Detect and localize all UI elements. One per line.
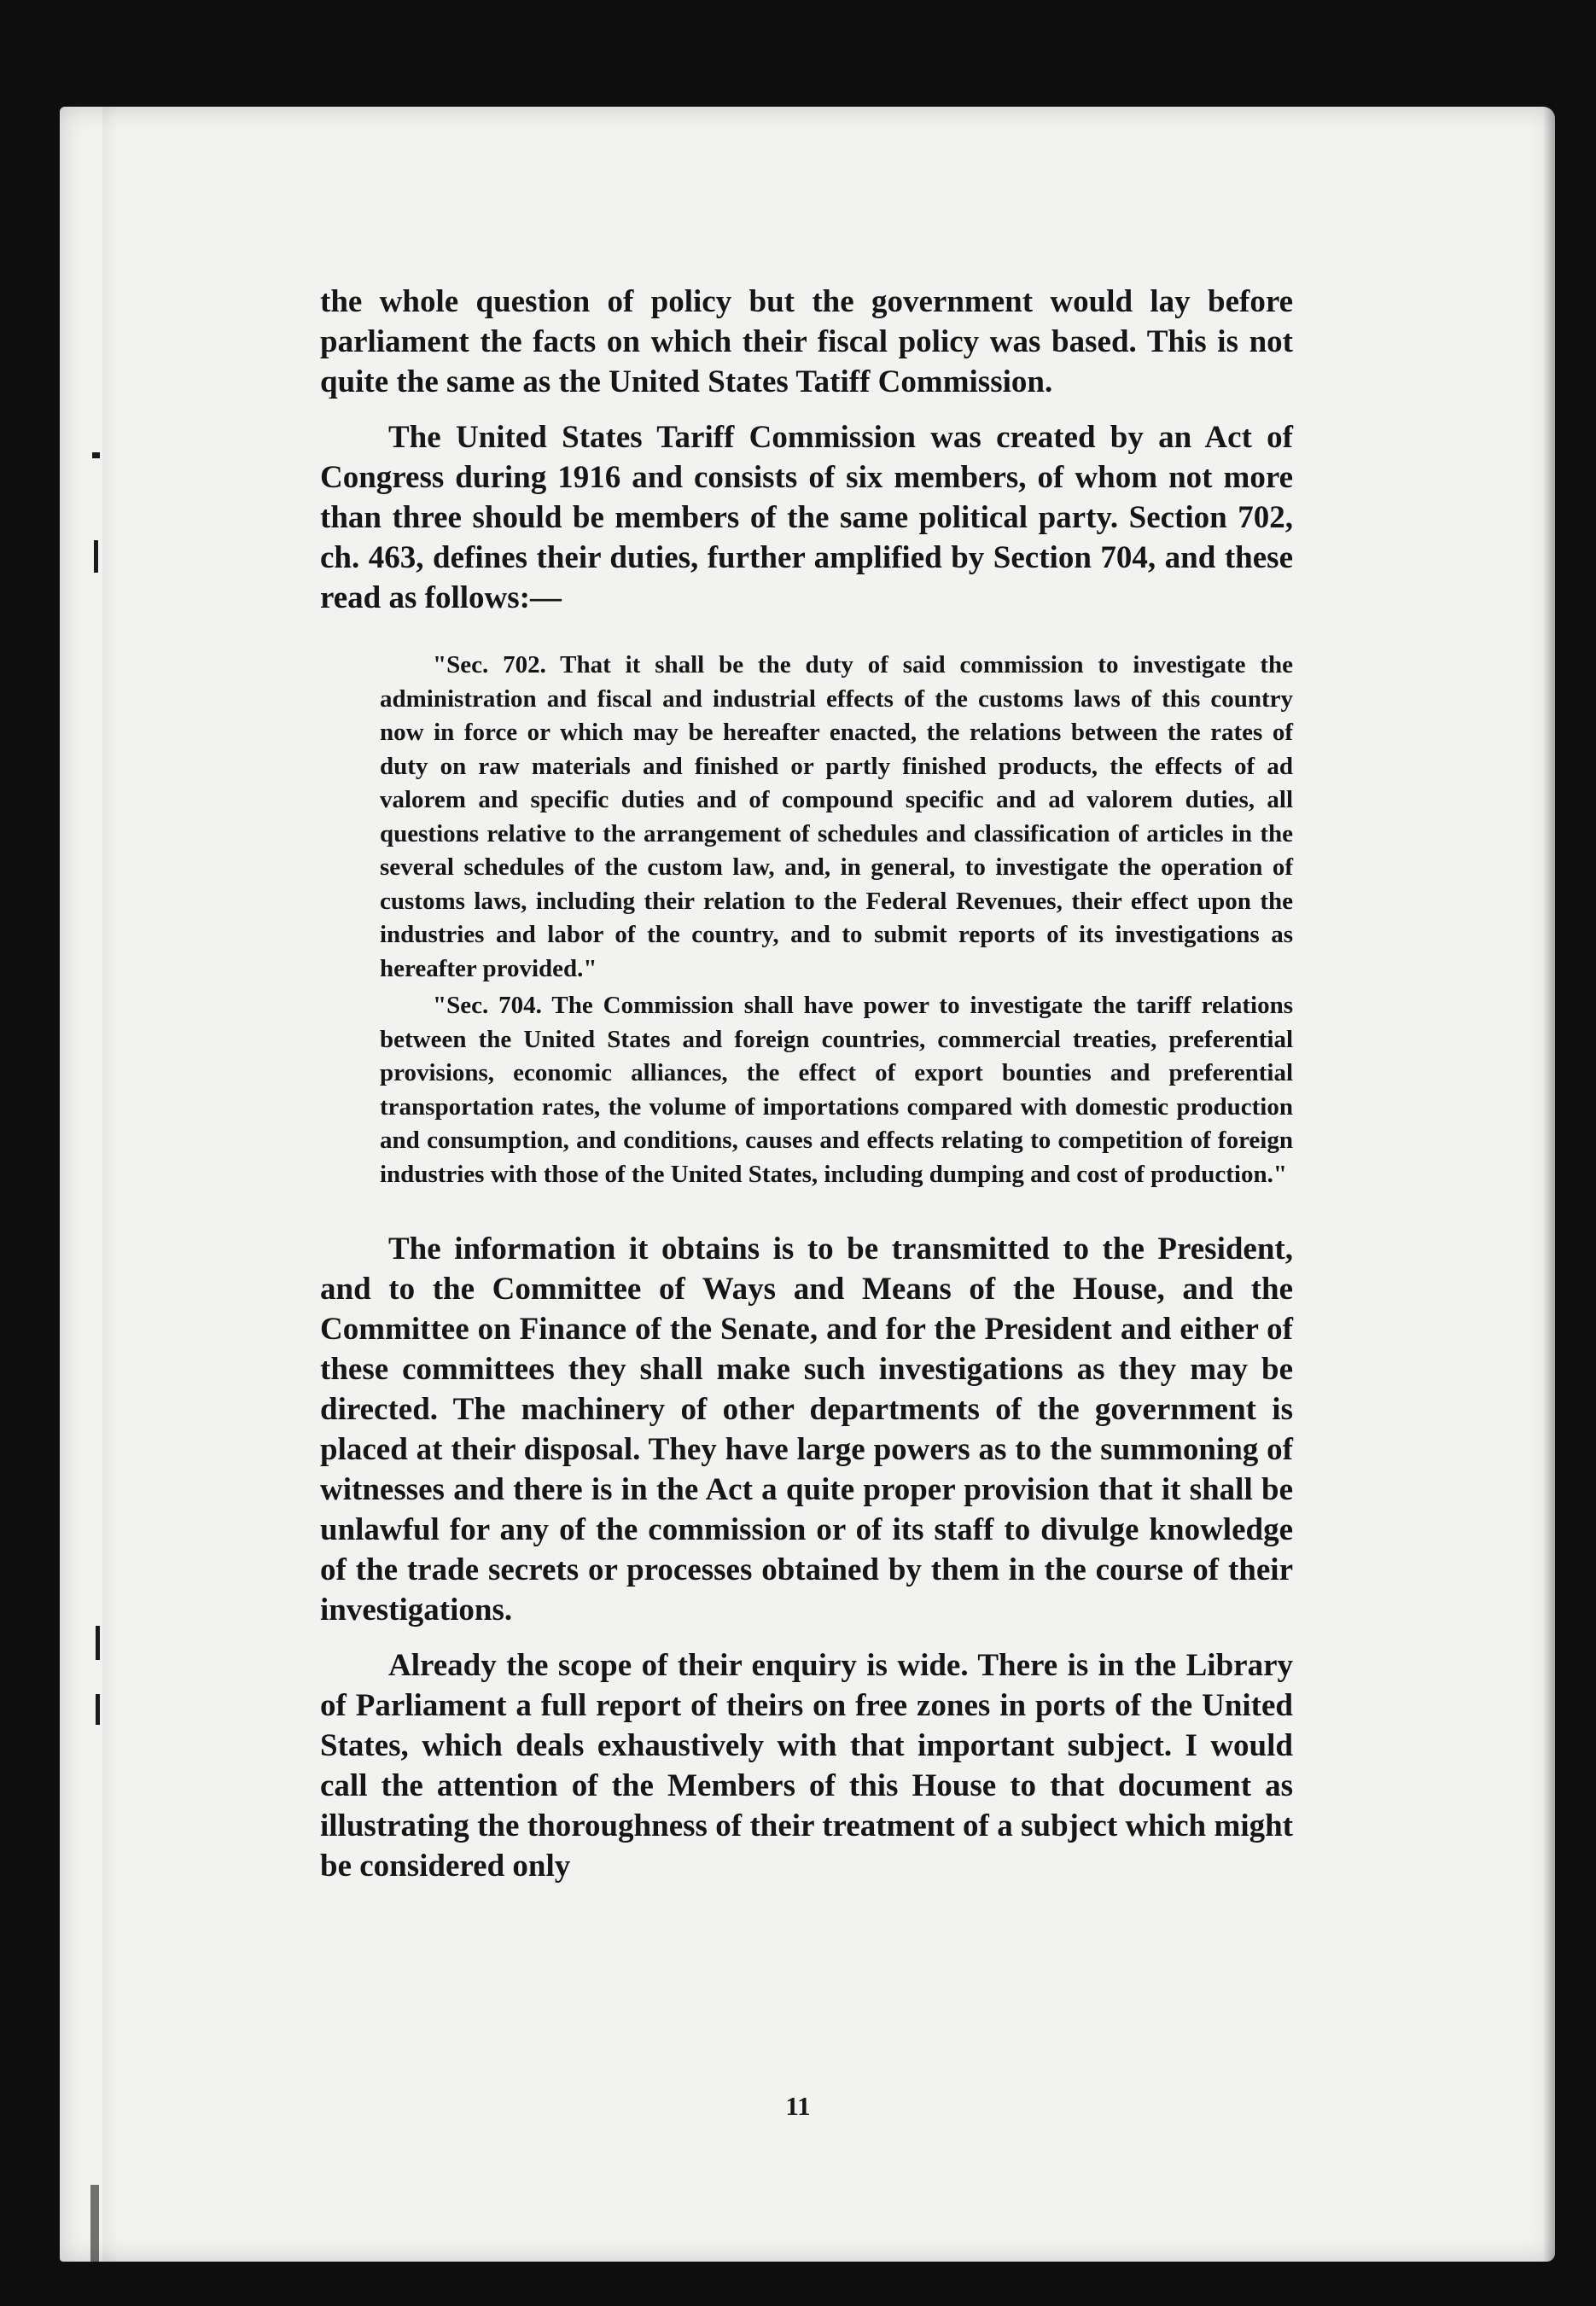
page-body: [320, 282, 1293, 1886]
margin-speck: [90, 2185, 99, 2262]
body-paragraph: Already the scope of their enquiry is wide. There is in the Library of Parliament a full report of theirs on free zones in ports of the United States, which deals exhaustively with that important subject. I would call the attention of the Members of this House to that document as illustrating the thoroughness of their treatment of a subject which might be considered only: [320, 1648, 1293, 1884]
margin-speck: [96, 1694, 100, 1725]
margin-speck: [92, 452, 100, 458]
margin-speck: [94, 540, 98, 573]
body-paragraph: The information it obtains is to be transmitted to the President, and to the Committee of Ways and Means of the House, and the Committee on Finance of the Senate, and for the President and either of these committees they shall make such investigations as they may be directed. The machinery of other departments of the government is placed at their disposal. They have large powers as to the summoning of witnesses and there is in the Act a quite proper provision that it shall be unlawful for any of the commission or of its staff to divulge knowledge of the trade secrets or processes obtained by them in the course of their investigations.: [320, 1232, 1293, 1628]
statute-quotation: [380, 649, 1293, 1191]
quote-section-702: "Sec. 702. That it shall be the duty of said commission to investigate the administration and fiscal and industrial effects of the customs laws of this country now in force or which may be hereafter enacted, the relations between the rates of duty on raw materials and finished or partly finished products, the effects of ad valorem and specific duties and of compound specific and ad valorem duties, all questions relative to the arrangement of schedules and classification of articles in the several schedules of the custom law, and, in general, to investigate the operation of customs laws, including their relation to the Federal Revenues, their effect upon the industries and labor of the country, and to submit reports of its investigations as hereafter provided.": [380, 651, 1293, 982]
margin-speck: [96, 1626, 100, 1660]
quote-section-704: "Sec. 704. The Commission shall have power to investigate the tariff relations between the United States and foreign countries, commercial treaties, preferential provisions, economic alliances, the effect of export bounties and preferential transportation rates, the volume of importations compared with domestic production and consumption, and conditions, causes and effects relating to competition of foreign industries with those of the United States, including dumping and cost of production.": [380, 992, 1293, 1188]
body-paragraph: the whole question of policy but the government would lay before parliament the facts on which their fiscal policy was based. This is not quite the same as the United States Tatiff Commission.: [320, 284, 1293, 399]
binding-shadow: [102, 107, 118, 2262]
body-paragraph: The United States Tariff Commission was created by an Act of Congress during 1916 and consists of six members, of whom not more than three should be members of the same political party. Section 702, ch. 463, defines their duties, further amplified by Section 704, and these read as follows:—: [320, 420, 1293, 615]
page-number: 11: [785, 2091, 811, 2121]
page-edge-shadow: [1543, 107, 1555, 2262]
